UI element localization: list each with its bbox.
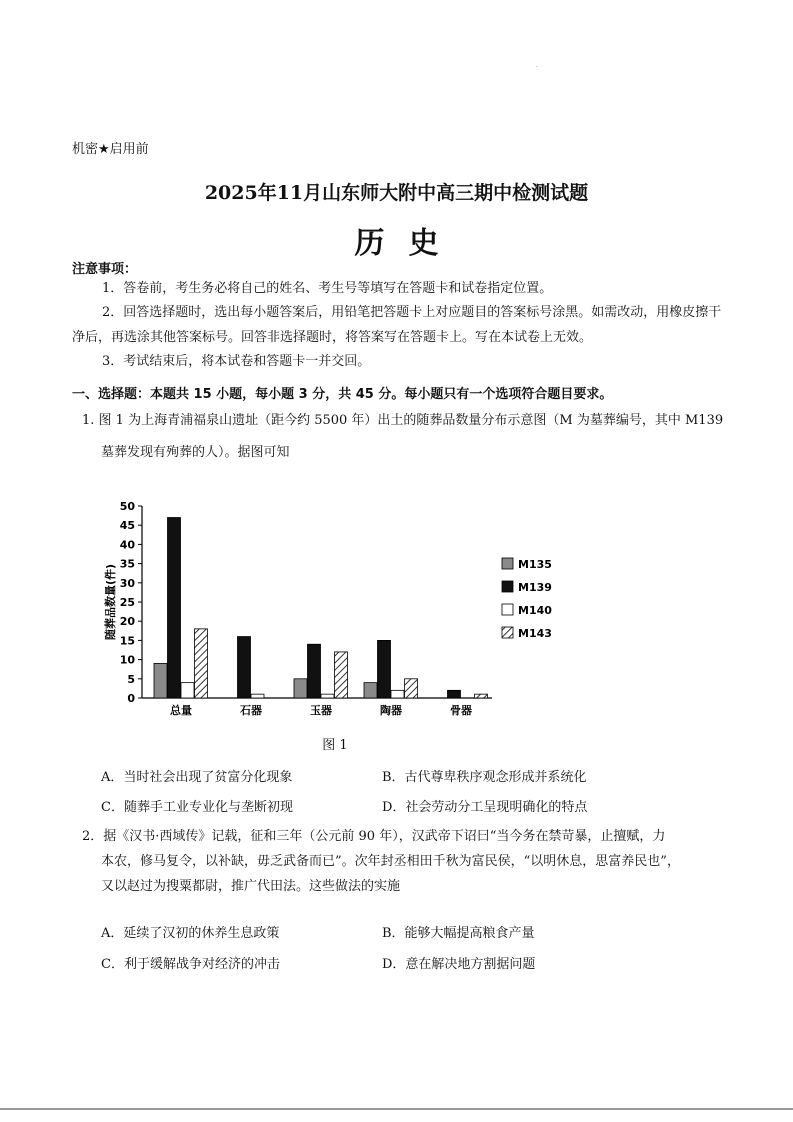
- legend-label: M139: [518, 581, 552, 594]
- legend-label: M140: [518, 604, 552, 617]
- q1-stem-line-1: 1. 图 1 为上海青浦福泉山遗址（距今约 5500 年）出土的随葬品数量分布示意图（M 为墓葬编号，其中 M139: [82, 413, 724, 428]
- legend-swatch-m139: [502, 581, 513, 592]
- exam-title: 2025年11月山东师大附中高三期中检测试题: [204, 182, 589, 204]
- y-tick-label: 20: [119, 615, 135, 629]
- q2-stem-line-1: 2．据《汉书·西域传》记载，征和三年（公元前 90 年），汉武帝下诏曰“当今务在禁苛暴，止擅赋，力: [82, 829, 666, 844]
- q2-stem-line-2: 本农，修马复令，以补缺，毋乏武备而已”。次年封丞相田千秋为富民侯，“以明休息，思富养民也”，: [101, 854, 680, 869]
- x-tick-label: 陶器: [380, 704, 402, 717]
- notice-item-2: 2．回答选择题时，选出每小题答案后，用铅笔把答题卡上对应题目的答案标号涂黑。如需改动，用橡皮擦干净后，再选涂其他答案标号。回答非选择题时，将答案写在答题卡上。写在本试卷上无效。: [72, 305, 722, 345]
- x-tick-label: 总量: [170, 704, 192, 717]
- y-tick-label: 25: [119, 596, 135, 609]
- q2-option-b[interactable]: B．能够大幅提高粮食产量: [382, 926, 535, 941]
- confidential-mark: 机密★启用前: [72, 142, 149, 157]
- y-tick-label: 5: [127, 672, 135, 686]
- y-tick-label: 40: [119, 538, 135, 552]
- legend-swatch-m140: [502, 604, 513, 615]
- bar-m140: [321, 694, 334, 698]
- legend-label: M135: [518, 558, 552, 571]
- legend-swatch-m143: [502, 627, 513, 638]
- y-tick-label: 15: [119, 634, 135, 648]
- burial-goods-chart: [90, 490, 570, 720]
- section-heading: 一、选择题：本题共 15 小题，每小题 3 分，共 45 分。每小题只有一个选项符合题目要求。: [72, 387, 613, 402]
- scan-speck: ·: [536, 64, 538, 71]
- bar-m139: [378, 640, 391, 698]
- legend-label: M143: [518, 627, 552, 640]
- q1-stem-line-2: 墓葬发现有殉葬的人）。据图可知: [101, 445, 290, 460]
- y-tick-label: 10: [119, 653, 135, 667]
- y-tick-label: 50: [119, 500, 135, 513]
- bar-m143: [405, 679, 418, 698]
- y-tick-label: 45: [119, 519, 135, 533]
- bar-m139: [238, 637, 251, 698]
- bar-m143: [335, 652, 348, 698]
- bar-m135: [294, 679, 307, 698]
- subject-title: 历史: [354, 226, 463, 261]
- notice-item-1: 1．答卷前，考生务必将自己的姓名、考生号等填写在答题卡和试卷指定位置。: [102, 281, 553, 296]
- y-tick-label: 35: [119, 557, 135, 571]
- y-tick-label: 0: [127, 692, 135, 705]
- bar-m143: [475, 694, 488, 698]
- bar-m135: [364, 683, 377, 698]
- bar-m139: [308, 644, 321, 698]
- y-tick-label: 30: [119, 576, 135, 590]
- bar-m140: [251, 694, 264, 698]
- page-bottom-rule: [0, 1108, 793, 1110]
- q2-option-a[interactable]: A．延续了汉初的休养生息政策: [101, 926, 280, 941]
- notice-heading: 注意事项：: [72, 262, 138, 277]
- bar-m135: [154, 663, 167, 698]
- legend-swatch-m135: [502, 558, 513, 569]
- bar-m139: [168, 518, 181, 698]
- bar-m143: [195, 629, 208, 698]
- q2-stem: [82, 824, 732, 899]
- notice-item-3: 3．考试结束后，将本试卷和答题卡一并交回。: [102, 354, 371, 369]
- x-tick-label: 骨器: [450, 704, 472, 717]
- q1-option-d[interactable]: D．社会劳动分工呈现明确化的特点: [382, 800, 588, 815]
- bar-m139: [448, 690, 461, 698]
- q2-option-c[interactable]: C．利于缓解战争对经济的冲击: [101, 957, 280, 972]
- bar-m140: [391, 690, 404, 698]
- y-axis-label: 随葬品数量(件): [104, 563, 117, 641]
- x-tick-label: 玉器: [310, 704, 332, 717]
- x-tick-label: 石器: [240, 704, 262, 717]
- q2-option-d[interactable]: D．意在解决地方割据问题: [382, 957, 536, 972]
- q1-option-c[interactable]: C．随葬手工业专业化与垄断初现: [101, 800, 293, 815]
- bar-m140: [181, 683, 194, 698]
- q1-option-a[interactable]: A．当时社会出现了贫富分化现象: [101, 770, 293, 785]
- q1-option-b[interactable]: B．古代尊卑秩序观念形成并系统化: [382, 770, 587, 785]
- figure-caption: 图 1: [322, 738, 348, 753]
- q2-stem-line-3: 又以赵过为搜粟都尉，推广代田法。这些做法的实施: [101, 879, 401, 894]
